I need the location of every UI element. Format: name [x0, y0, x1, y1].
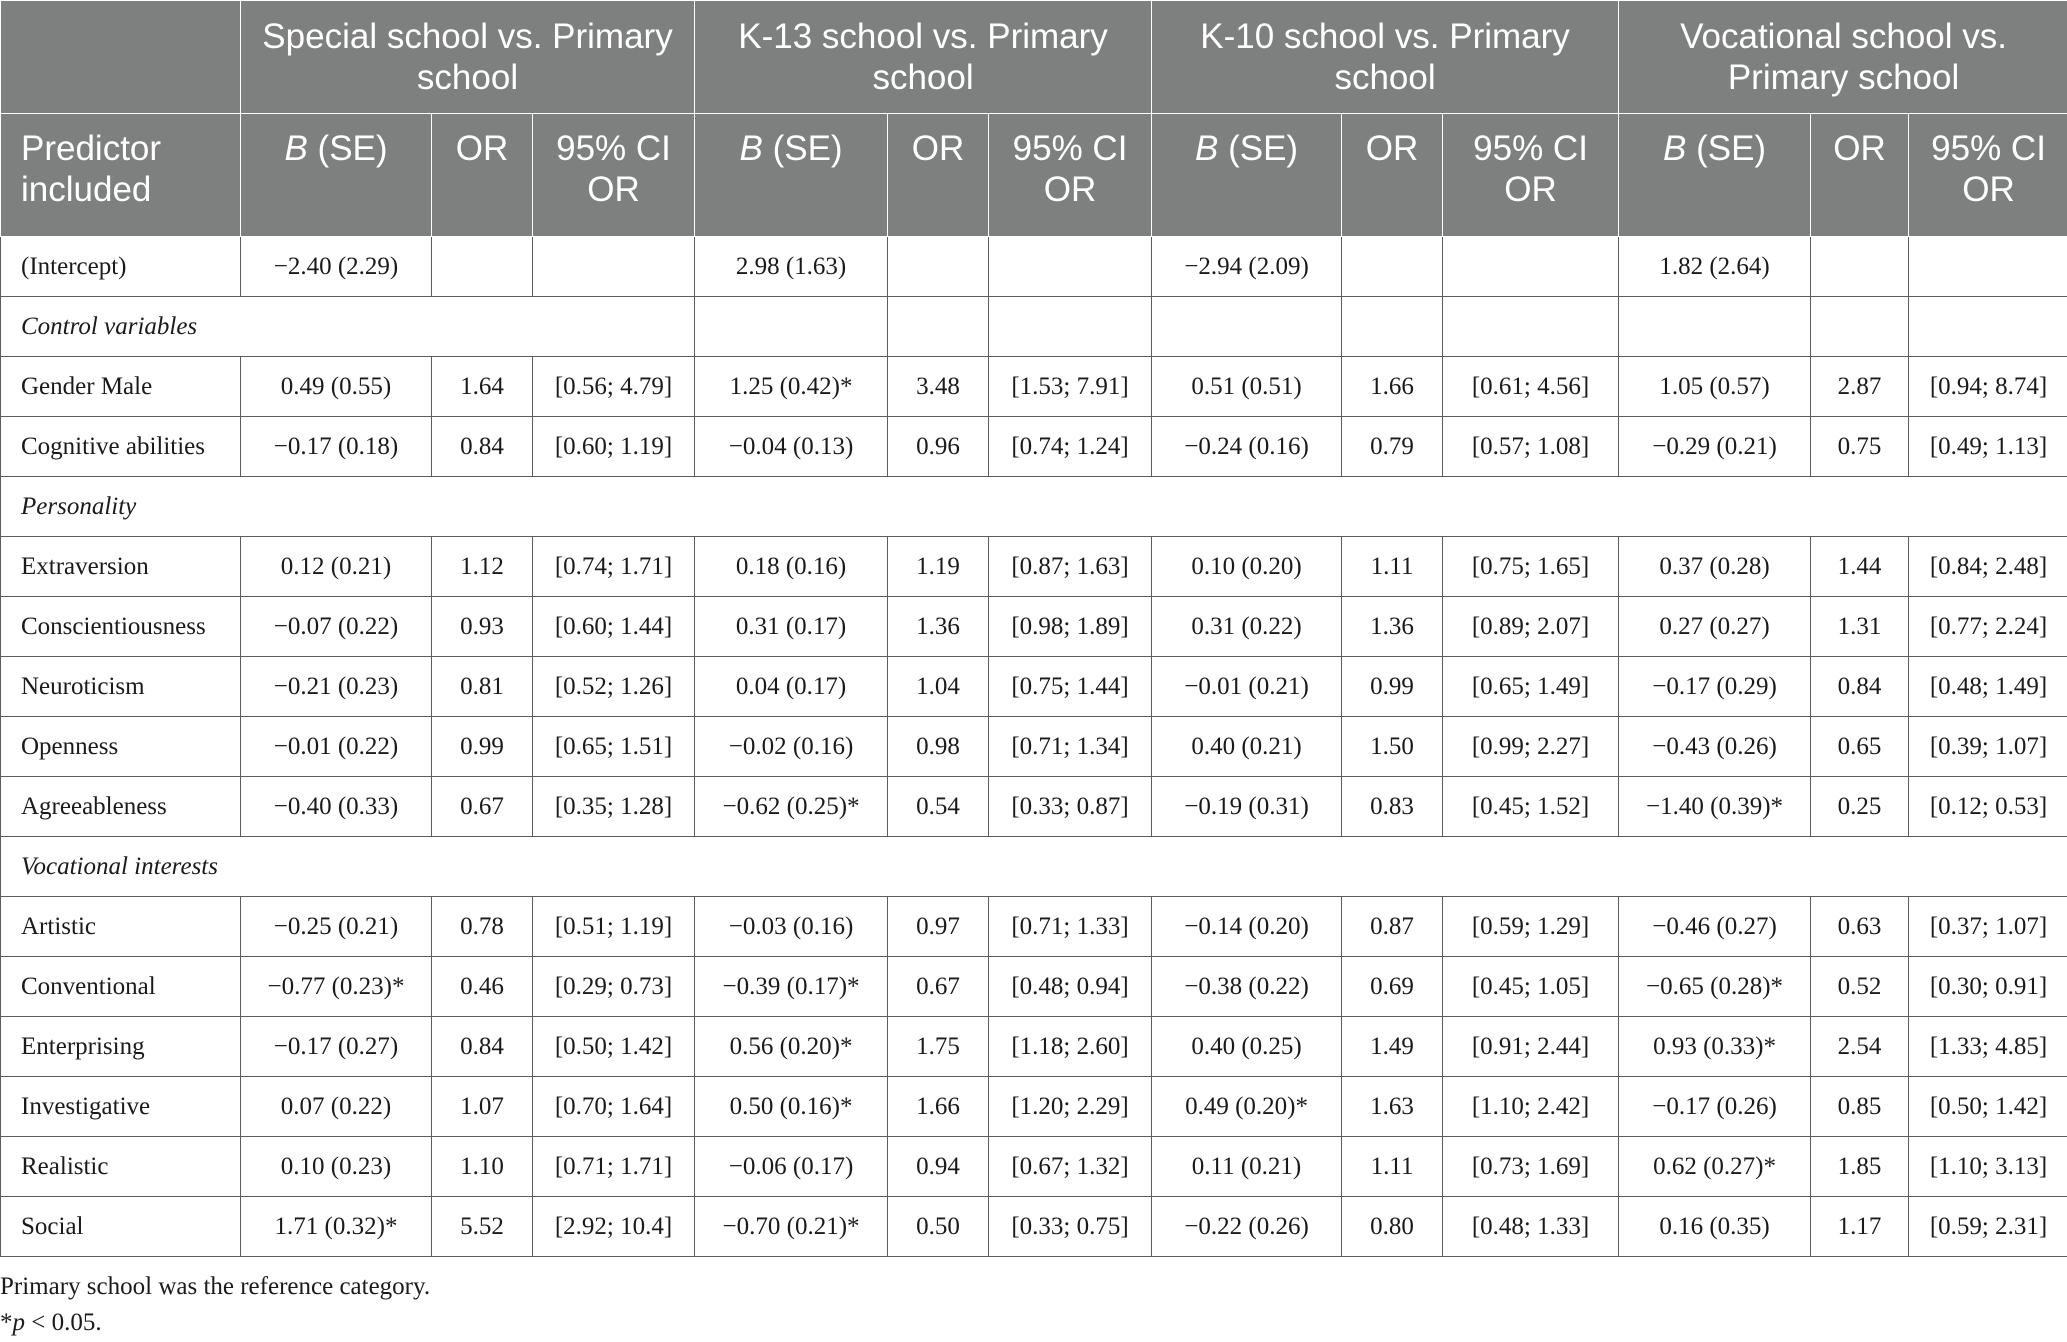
table-row — [1, 537, 2067, 597]
value-cell: 1.64 — [432, 357, 533, 417]
table-row — [1, 1077, 2067, 1137]
value-cell: 0.99 — [1342, 657, 1443, 717]
value-cell: 0.16 (0.35) — [1619, 1197, 1811, 1257]
value-cell: −0.24 (0.16) — [1152, 417, 1342, 477]
value-cell: [0.45; 1.05] — [1443, 957, 1619, 1017]
value-cell: −0.02 (0.16) — [695, 717, 888, 777]
subheader-b-italic: B — [1662, 129, 1687, 168]
value-cell: −0.06 (0.17) — [695, 1137, 888, 1197]
value-cell: 0.40 (0.21) — [1152, 717, 1342, 777]
footnote-threshold: < 0.05. — [25, 1309, 102, 1336]
value-cell: [0.91; 2.44] — [1443, 1017, 1619, 1077]
section-label: Control variables — [1, 297, 695, 357]
value-cell: [0.48; 0.94] — [989, 957, 1152, 1017]
value-cell: [0.75; 1.44] — [989, 657, 1152, 717]
value-cell: 0.10 (0.23) — [241, 1137, 432, 1197]
value-cell: −0.01 (0.22) — [241, 717, 432, 777]
subheader-or: OR — [888, 114, 989, 237]
value-cell: 0.93 — [432, 597, 533, 657]
value-cell: −2.94 (2.09) — [1152, 237, 1342, 297]
value-cell: 2.87 — [1811, 357, 1909, 417]
predictor-label: Conscientiousness — [1, 597, 241, 657]
value-cell: 0.83 — [1342, 777, 1443, 837]
value-cell: [0.48; 1.33] — [1443, 1197, 1619, 1257]
value-cell: 1.50 — [1342, 717, 1443, 777]
value-cell: [0.60; 1.19] — [533, 417, 695, 477]
value-cell: 0.75 — [1811, 417, 1909, 477]
footnote-reference: Primary school was the reference category. — [0, 1273, 431, 1300]
value-cell: −0.17 (0.29) — [1619, 657, 1811, 717]
value-cell: [0.12; 0.53] — [1909, 777, 2067, 837]
value-cell: 0.50 — [888, 1197, 989, 1257]
value-cell: 0.07 (0.22) — [241, 1077, 432, 1137]
value-cell: [0.56; 4.79] — [533, 357, 695, 417]
section-row — [1, 477, 2067, 537]
subheader-b-italic: B — [739, 129, 763, 168]
value-cell: 1.17 — [1811, 1197, 1909, 1257]
table-row — [1, 657, 2067, 717]
value-cell — [989, 237, 1152, 297]
group-header-row — [1, 1, 2067, 114]
value-cell: [0.33; 0.87] — [989, 777, 1152, 837]
value-cell: 1.66 — [1342, 357, 1443, 417]
value-cell: [0.71; 1.33] — [989, 897, 1152, 957]
predictor-label: Gender Male — [1, 357, 241, 417]
value-cell: [0.74; 1.24] — [989, 417, 1152, 477]
value-cell: 1.75 — [888, 1017, 989, 1077]
predictor-label: Openness — [1, 717, 241, 777]
empty-cell — [1811, 297, 1909, 357]
value-cell: [0.48; 1.49] — [1909, 657, 2067, 717]
subheader-b-se — [241, 114, 432, 237]
value-cell: [0.35; 1.28] — [533, 777, 695, 837]
value-cell: [0.77; 2.24] — [1909, 597, 2067, 657]
value-cell: −0.38 (0.22) — [1152, 957, 1342, 1017]
value-cell: 0.52 — [1811, 957, 1909, 1017]
value-cell: −0.62 (0.25)* — [695, 777, 888, 837]
value-cell: 1.71 (0.32)* — [241, 1197, 432, 1257]
value-cell: 0.25 — [1811, 777, 1909, 837]
value-cell: 0.31 (0.22) — [1152, 597, 1342, 657]
value-cell: [0.75; 1.65] — [1443, 537, 1619, 597]
table-footnotes — [0, 1269, 2067, 1341]
value-cell: 0.46 — [432, 957, 533, 1017]
predictor-label: (Intercept) — [1, 237, 241, 297]
subheader-se: (SE) — [307, 129, 388, 168]
subheader-or: OR — [1811, 114, 1909, 237]
empty-cell — [1619, 297, 1811, 357]
table-row — [1, 237, 2067, 297]
table-row — [1, 717, 2067, 777]
predictor-label: Investigative — [1, 1077, 241, 1137]
section-label: Vocational interests — [1, 837, 2067, 897]
value-cell: 2.54 — [1811, 1017, 1909, 1077]
subheader-se: (SE) — [1686, 129, 1767, 168]
value-cell: −2.40 (2.29) — [241, 237, 432, 297]
value-cell: 0.27 (0.27) — [1619, 597, 1811, 657]
value-cell: [0.29; 0.73] — [533, 957, 695, 1017]
column-header-row — [1, 114, 2067, 237]
value-cell: 0.18 (0.16) — [695, 537, 888, 597]
predictor-label: Conventional — [1, 957, 241, 1017]
value-cell: 1.11 — [1342, 1137, 1443, 1197]
table-row — [1, 1137, 2067, 1197]
subheader-b-se — [1152, 114, 1342, 237]
value-cell: [0.33; 0.75] — [989, 1197, 1152, 1257]
table-row — [1, 357, 2067, 417]
value-cell: −0.65 (0.28)* — [1619, 957, 1811, 1017]
value-cell: 0.79 — [1342, 417, 1443, 477]
value-cell: 1.25 (0.42)* — [695, 357, 888, 417]
value-cell: 1.82 (2.64) — [1619, 237, 1811, 297]
table-row — [1, 1017, 2067, 1077]
table-row — [1, 957, 2067, 1017]
footnote-star: * — [0, 1309, 13, 1336]
value-cell: 0.84 — [432, 417, 533, 477]
value-cell — [1342, 237, 1443, 297]
value-cell — [533, 237, 695, 297]
value-cell: [2.92; 10.4] — [533, 1197, 695, 1257]
value-cell: [0.65; 1.49] — [1443, 657, 1619, 717]
subheader-se: (SE) — [762, 129, 843, 168]
value-cell: 1.63 — [1342, 1077, 1443, 1137]
value-cell: −0.14 (0.20) — [1152, 897, 1342, 957]
value-cell: 0.80 — [1342, 1197, 1443, 1257]
value-cell: 0.94 — [888, 1137, 989, 1197]
value-cell: [0.89; 2.07] — [1443, 597, 1619, 657]
group-header-k10: K-10 school vs. Primary school — [1152, 1, 1619, 114]
value-cell: −0.01 (0.21) — [1152, 657, 1342, 717]
value-cell: 0.87 — [1342, 897, 1443, 957]
subheader-b-italic: B — [1194, 129, 1219, 168]
group-header-vocational: Vocational school vs. Primary school — [1619, 1, 2067, 114]
value-cell: −0.07 (0.22) — [241, 597, 432, 657]
value-cell: 1.05 (0.57) — [1619, 357, 1811, 417]
value-cell: [0.52; 1.26] — [533, 657, 695, 717]
value-cell: 0.49 (0.55) — [241, 357, 432, 417]
value-cell: 0.37 (0.28) — [1619, 537, 1811, 597]
value-cell: [0.65; 1.51] — [533, 717, 695, 777]
value-cell: 0.62 (0.27)* — [1619, 1137, 1811, 1197]
value-cell: 0.67 — [432, 777, 533, 837]
value-cell: −1.40 (0.39)* — [1619, 777, 1811, 837]
table-row — [1, 597, 2067, 657]
value-cell: [1.20; 2.29] — [989, 1077, 1152, 1137]
value-cell: −0.17 (0.27) — [241, 1017, 432, 1077]
value-cell: 1.36 — [888, 597, 989, 657]
header-corner-cell — [1, 1, 241, 114]
subheader-or: OR — [432, 114, 533, 237]
value-cell: 0.99 — [432, 717, 533, 777]
value-cell: 0.54 — [888, 777, 989, 837]
predictor-label: Realistic — [1, 1137, 241, 1197]
empty-cell — [989, 297, 1152, 357]
value-cell: 1.07 — [432, 1077, 533, 1137]
value-cell — [432, 237, 533, 297]
section-row — [1, 297, 2067, 357]
predictor-label: Artistic — [1, 897, 241, 957]
value-cell: [0.51; 1.19] — [533, 897, 695, 957]
value-cell: −0.77 (0.23)* — [241, 957, 432, 1017]
subheader-ci: 95% CI OR — [1443, 114, 1619, 237]
value-cell: [0.45; 1.52] — [1443, 777, 1619, 837]
value-cell: 1.04 — [888, 657, 989, 717]
value-cell: 1.31 — [1811, 597, 1909, 657]
value-cell: [0.84; 2.48] — [1909, 537, 2067, 597]
footnote-p: p — [12, 1309, 25, 1336]
value-cell: [0.50; 1.42] — [533, 1017, 695, 1077]
value-cell: [0.94; 8.74] — [1909, 357, 2067, 417]
value-cell: [1.18; 2.60] — [989, 1017, 1152, 1077]
value-cell: 0.81 — [432, 657, 533, 717]
table-row — [1, 777, 2067, 837]
value-cell: 0.51 (0.51) — [1152, 357, 1342, 417]
value-cell — [1909, 237, 2067, 297]
value-cell: −0.22 (0.26) — [1152, 1197, 1342, 1257]
value-cell: 0.49 (0.20)* — [1152, 1077, 1342, 1137]
subheader-ci: 95% CI OR — [989, 114, 1152, 237]
value-cell: [0.59; 2.31] — [1909, 1197, 2067, 1257]
value-cell — [1443, 237, 1619, 297]
value-cell: −0.70 (0.21)* — [695, 1197, 888, 1257]
subheader-b-se — [695, 114, 888, 237]
value-cell: 0.84 — [1811, 657, 1909, 717]
value-cell: [0.37; 1.07] — [1909, 897, 2067, 957]
value-cell: 0.78 — [432, 897, 533, 957]
value-cell: [0.60; 1.44] — [533, 597, 695, 657]
value-cell: 0.69 — [1342, 957, 1443, 1017]
value-cell: −0.40 (0.33) — [241, 777, 432, 837]
value-cell: −0.21 (0.23) — [241, 657, 432, 717]
value-cell: [1.10; 2.42] — [1443, 1077, 1619, 1137]
value-cell: −0.25 (0.21) — [241, 897, 432, 957]
value-cell: [0.57; 1.08] — [1443, 417, 1619, 477]
value-cell: −0.17 (0.18) — [241, 417, 432, 477]
value-cell: [0.99; 2.27] — [1443, 717, 1619, 777]
predictor-label: Social — [1, 1197, 241, 1257]
value-cell: 0.40 (0.25) — [1152, 1017, 1342, 1077]
value-cell: 1.10 — [432, 1137, 533, 1197]
predictor-header: Predictor included — [1, 114, 241, 237]
value-cell: 0.56 (0.20)* — [695, 1017, 888, 1077]
subheader-se: (SE) — [1218, 129, 1299, 168]
value-cell: 0.85 — [1811, 1077, 1909, 1137]
value-cell: 1.44 — [1811, 537, 1909, 597]
value-cell — [1811, 237, 1909, 297]
value-cell: 0.93 (0.33)* — [1619, 1017, 1811, 1077]
value-cell: 0.65 — [1811, 717, 1909, 777]
table-row — [1, 897, 2067, 957]
value-cell: −0.39 (0.17)* — [695, 957, 888, 1017]
value-cell: 1.11 — [1342, 537, 1443, 597]
value-cell: 5.52 — [432, 1197, 533, 1257]
value-cell: 0.63 — [1811, 897, 1909, 957]
empty-cell — [695, 297, 888, 357]
value-cell: 0.11 (0.21) — [1152, 1137, 1342, 1197]
predictor-label: Enterprising — [1, 1017, 241, 1077]
value-cell: [0.30; 0.91] — [1909, 957, 2067, 1017]
value-cell: [0.71; 1.34] — [989, 717, 1152, 777]
value-cell: [0.39; 1.07] — [1909, 717, 2067, 777]
footnote-significance — [0, 1305, 2067, 1341]
value-cell: 0.67 — [888, 957, 989, 1017]
subheader-ci: 95% CI OR — [1909, 114, 2067, 237]
value-cell: 1.19 — [888, 537, 989, 597]
table-row — [1, 1197, 2067, 1257]
value-cell: [1.53; 7.91] — [989, 357, 1152, 417]
value-cell: −0.19 (0.31) — [1152, 777, 1342, 837]
empty-cell — [888, 297, 989, 357]
value-cell: −0.29 (0.21) — [1619, 417, 1811, 477]
value-cell: 0.97 — [888, 897, 989, 957]
predictor-label: Cognitive abilities — [1, 417, 241, 477]
value-cell: 1.85 — [1811, 1137, 1909, 1197]
value-cell: 1.66 — [888, 1077, 989, 1137]
value-cell: [0.73; 1.69] — [1443, 1137, 1619, 1197]
value-cell: 0.96 — [888, 417, 989, 477]
value-cell: [0.49; 1.13] — [1909, 417, 2067, 477]
value-cell: [0.74; 1.71] — [533, 537, 695, 597]
empty-cell — [1342, 297, 1443, 357]
subheader-b-italic: B — [284, 129, 308, 168]
predictor-label: Extraversion — [1, 537, 241, 597]
value-cell: 3.48 — [888, 357, 989, 417]
value-cell — [888, 237, 989, 297]
value-cell: [0.87; 1.63] — [989, 537, 1152, 597]
value-cell: 0.10 (0.20) — [1152, 537, 1342, 597]
value-cell: [1.33; 4.85] — [1909, 1017, 2067, 1077]
section-label: Personality — [1, 477, 2067, 537]
value-cell: 0.12 (0.21) — [241, 537, 432, 597]
value-cell: [1.10; 3.13] — [1909, 1137, 2067, 1197]
table-row — [1, 417, 2067, 477]
value-cell: −0.46 (0.27) — [1619, 897, 1811, 957]
value-cell: [0.61; 4.56] — [1443, 357, 1619, 417]
value-cell: [0.67; 1.32] — [989, 1137, 1152, 1197]
value-cell: [0.71; 1.71] — [533, 1137, 695, 1197]
value-cell: 0.84 — [432, 1017, 533, 1077]
group-header-k13: K-13 school vs. Primary school — [695, 1, 1152, 114]
empty-cell — [1443, 297, 1619, 357]
value-cell: 1.49 — [1342, 1017, 1443, 1077]
value-cell: 0.31 (0.17) — [695, 597, 888, 657]
group-header-special: Special school vs. Primary school — [241, 1, 695, 114]
value-cell: 1.12 — [432, 537, 533, 597]
value-cell: 0.50 (0.16)* — [695, 1077, 888, 1137]
value-cell: 2.98 (1.63) — [695, 237, 888, 297]
empty-cell — [1909, 297, 2067, 357]
subheader-or: OR — [1342, 114, 1443, 237]
value-cell: −0.04 (0.13) — [695, 417, 888, 477]
value-cell: 0.98 — [888, 717, 989, 777]
value-cell: [0.98; 1.89] — [989, 597, 1152, 657]
value-cell: −0.03 (0.16) — [695, 897, 888, 957]
value-cell: 1.36 — [1342, 597, 1443, 657]
value-cell: −0.43 (0.26) — [1619, 717, 1811, 777]
section-row — [1, 837, 2067, 897]
predictor-label: Agreeableness — [1, 777, 241, 837]
value-cell: [0.50; 1.42] — [1909, 1077, 2067, 1137]
predictor-label: Neuroticism — [1, 657, 241, 717]
empty-cell — [1152, 297, 1342, 357]
subheader-ci: 95% CI OR — [533, 114, 695, 237]
value-cell: 0.04 (0.17) — [695, 657, 888, 717]
subheader-b-se — [1619, 114, 1811, 237]
value-cell: [0.70; 1.64] — [533, 1077, 695, 1137]
value-cell: [0.59; 1.29] — [1443, 897, 1619, 957]
table-body — [1, 237, 2067, 1257]
value-cell: −0.17 (0.26) — [1619, 1077, 1811, 1137]
